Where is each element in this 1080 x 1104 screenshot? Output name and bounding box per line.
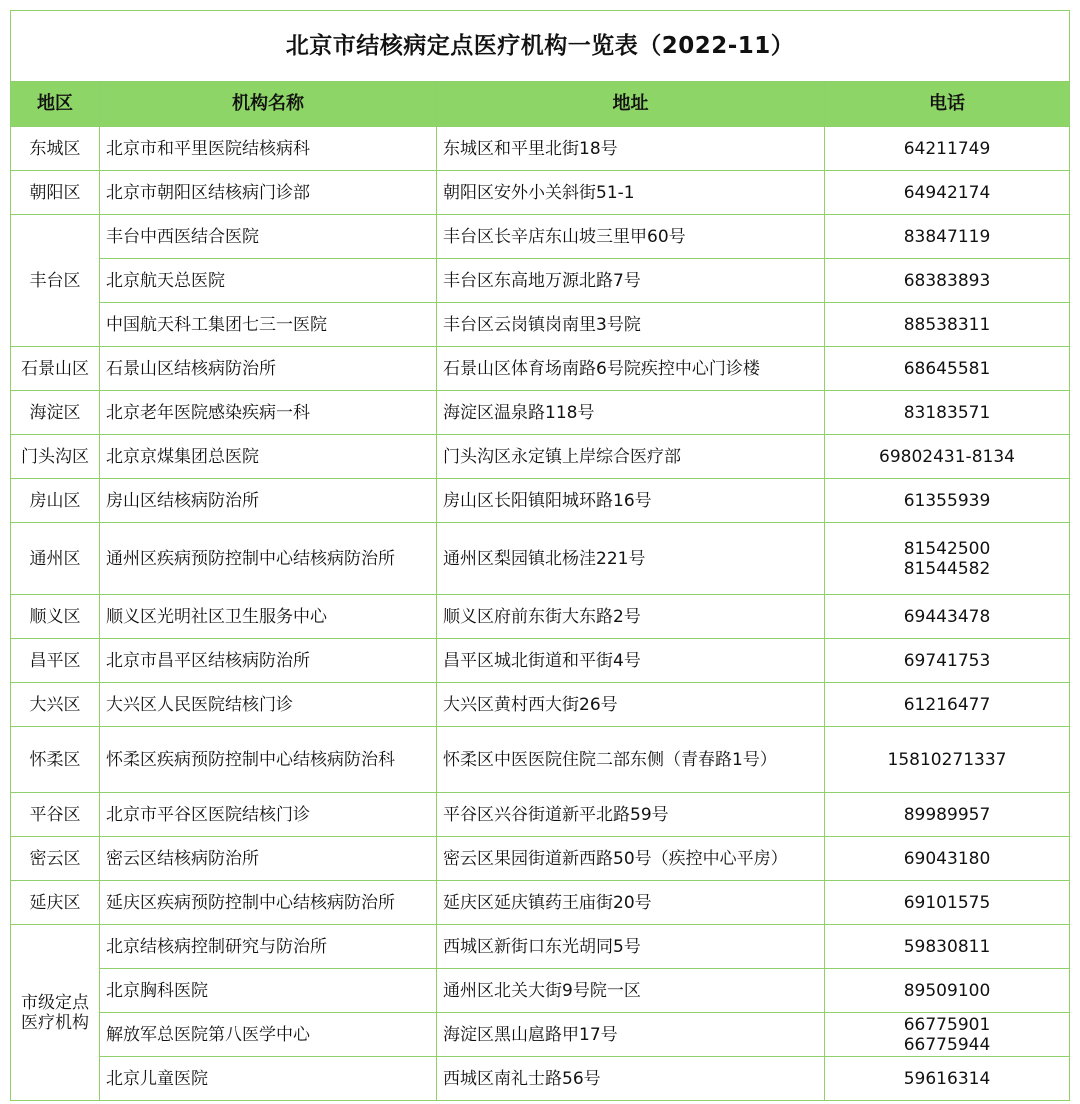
header-name: 机构名称 <box>100 82 437 127</box>
table-row <box>11 259 1070 303</box>
phone-cell: 83847119 <box>825 215 1070 259</box>
institution-name: 丰台中西医结合医院 <box>100 215 437 259</box>
address-cell: 朝阳区安外小关斜街51-1 <box>437 171 825 215</box>
institution-name: 北京胸科医院 <box>100 969 437 1013</box>
header-district: 地区 <box>11 82 100 127</box>
address-cell: 大兴区黄村西大街26号 <box>437 683 825 727</box>
table-row <box>11 1013 1070 1057</box>
district-cell: 东城区 <box>11 127 100 171</box>
district-cell: 石景山区 <box>11 347 100 391</box>
district-cell: 大兴区 <box>11 683 100 727</box>
table-row <box>11 639 1070 683</box>
address-cell: 丰台区东高地万源北路7号 <box>437 259 825 303</box>
district-cell: 怀柔区 <box>11 727 100 793</box>
institution-name: 北京老年医院感染疾病一科 <box>100 391 437 435</box>
phone-cell: 69101575 <box>825 881 1070 925</box>
table-row <box>11 595 1070 639</box>
phone-cell: 15810271337 <box>825 727 1070 793</box>
phone-number: 81542500 <box>903 538 991 559</box>
institution-name: 通州区疾病预防控制中心结核病防治所 <box>100 523 437 595</box>
institution-name: 北京市和平里医院结核病科 <box>100 127 437 171</box>
address-cell: 平谷区兴谷街道新平北路59号 <box>437 793 825 837</box>
district-cell: 通州区 <box>11 523 100 595</box>
phone-number: 66775944 <box>903 1034 991 1055</box>
address-cell: 房山区长阳镇阳城环路16号 <box>437 479 825 523</box>
phone-cell: 83183571 <box>825 391 1070 435</box>
district-cell: 平谷区 <box>11 793 100 837</box>
table-row <box>11 969 1070 1013</box>
institution-name: 北京市平谷区医院结核门诊 <box>100 793 437 837</box>
district-cell: 延庆区 <box>11 881 100 925</box>
table-title: 北京市结核病定点医疗机构一览表（2022-11） <box>11 11 1070 82</box>
institution-name: 北京市朝阳区结核病门诊部 <box>100 171 437 215</box>
address-cell: 延庆区延庆镇药王庙街20号 <box>437 881 825 925</box>
institution-name: 延庆区疾病预防控制中心结核病防治所 <box>100 881 437 925</box>
institution-name: 密云区结核病防治所 <box>100 837 437 881</box>
table-row <box>11 683 1070 727</box>
phone-cell: 69802431-8134 <box>825 435 1070 479</box>
institution-name: 北京京煤集团总医院 <box>100 435 437 479</box>
institution-name: 石景山区结核病防治所 <box>100 347 437 391</box>
address-cell: 密云区果园街道新西路50号（疾控中心平房） <box>437 837 825 881</box>
district-cell: 密云区 <box>11 837 100 881</box>
table-row <box>11 1057 1070 1101</box>
district-cell: 房山区 <box>11 479 100 523</box>
institution-name: 大兴区人民医院结核门诊 <box>100 683 437 727</box>
institution-name: 中国航天科工集团七三一医院 <box>100 303 437 347</box>
phone-cell <box>825 523 1070 595</box>
hospital-table <box>10 10 1070 1101</box>
table-header-row <box>11 82 1070 127</box>
header-address: 地址 <box>437 82 825 127</box>
address-cell: 怀柔区中医医院住院二部东侧（青春路1号） <box>437 727 825 793</box>
phone-cell: 89989957 <box>825 793 1070 837</box>
table-row <box>11 881 1070 925</box>
document-page <box>10 10 1069 1101</box>
table-row <box>11 127 1070 171</box>
address-cell: 西城区南礼士路56号 <box>437 1057 825 1101</box>
table-row <box>11 347 1070 391</box>
district-cell: 朝阳区 <box>11 171 100 215</box>
address-cell: 通州区北关大街9号院一区 <box>437 969 825 1013</box>
phone-number: 81544582 <box>903 558 991 579</box>
table-row <box>11 727 1070 793</box>
table-row <box>11 925 1070 969</box>
phone-cell: 88538311 <box>825 303 1070 347</box>
phone-cell: 68383893 <box>825 259 1070 303</box>
phone-cell <box>825 1013 1070 1057</box>
district-cell: 丰台区 <box>11 215 100 347</box>
phone-number: 66775901 <box>903 1014 991 1035</box>
district-cell: 市级定点医疗机构 <box>11 925 100 1101</box>
institution-name: 解放军总医院第八医学中心 <box>100 1013 437 1057</box>
address-cell: 门头沟区永定镇上岸综合医疗部 <box>437 435 825 479</box>
address-cell: 西城区新街口东光胡同5号 <box>437 925 825 969</box>
institution-name: 北京航天总医院 <box>100 259 437 303</box>
district-cell: 昌平区 <box>11 639 100 683</box>
address-cell: 通州区梨园镇北杨洼221号 <box>437 523 825 595</box>
table-row <box>11 523 1070 595</box>
address-cell: 东城区和平里北街18号 <box>437 127 825 171</box>
address-cell: 丰台区长辛店东山坡三里甲60号 <box>437 215 825 259</box>
address-cell: 海淀区黑山扈路甲17号 <box>437 1013 825 1057</box>
table-row <box>11 435 1070 479</box>
table-row <box>11 215 1070 259</box>
phone-cell: 64211749 <box>825 127 1070 171</box>
district-cell: 海淀区 <box>11 391 100 435</box>
phone-cell: 61355939 <box>825 479 1070 523</box>
institution-name: 北京儿童医院 <box>100 1057 437 1101</box>
phone-cell: 59830811 <box>825 925 1070 969</box>
table-row <box>11 793 1070 837</box>
phone-cell: 69741753 <box>825 639 1070 683</box>
district-cell: 顺义区 <box>11 595 100 639</box>
institution-name: 北京结核病控制研究与防治所 <box>100 925 437 969</box>
address-cell: 丰台区云岗镇岗南里3号院 <box>437 303 825 347</box>
table-row <box>11 837 1070 881</box>
institution-name: 怀柔区疾病预防控制中心结核病防治科 <box>100 727 437 793</box>
institution-name: 房山区结核病防治所 <box>100 479 437 523</box>
address-cell: 顺义区府前东街大东路2号 <box>437 595 825 639</box>
table-row <box>11 479 1070 523</box>
address-cell: 昌平区城北街道和平街4号 <box>437 639 825 683</box>
district-cell: 门头沟区 <box>11 435 100 479</box>
institution-name: 顺义区光明社区卫生服务中心 <box>100 595 437 639</box>
phone-cell: 64942174 <box>825 171 1070 215</box>
address-cell: 石景山区体育场南路6号院疾控中心门诊楼 <box>437 347 825 391</box>
header-phone: 电话 <box>825 82 1070 127</box>
phone-cell: 69443478 <box>825 595 1070 639</box>
phone-cell: 59616314 <box>825 1057 1070 1101</box>
institution-name: 北京市昌平区结核病防治所 <box>100 639 437 683</box>
table-row <box>11 391 1070 435</box>
phone-cell: 69043180 <box>825 837 1070 881</box>
address-cell: 海淀区温泉路118号 <box>437 391 825 435</box>
table-row <box>11 171 1070 215</box>
phone-cell: 89509100 <box>825 969 1070 1013</box>
phone-cell: 68645581 <box>825 347 1070 391</box>
table-row <box>11 303 1070 347</box>
phone-cell: 61216477 <box>825 683 1070 727</box>
